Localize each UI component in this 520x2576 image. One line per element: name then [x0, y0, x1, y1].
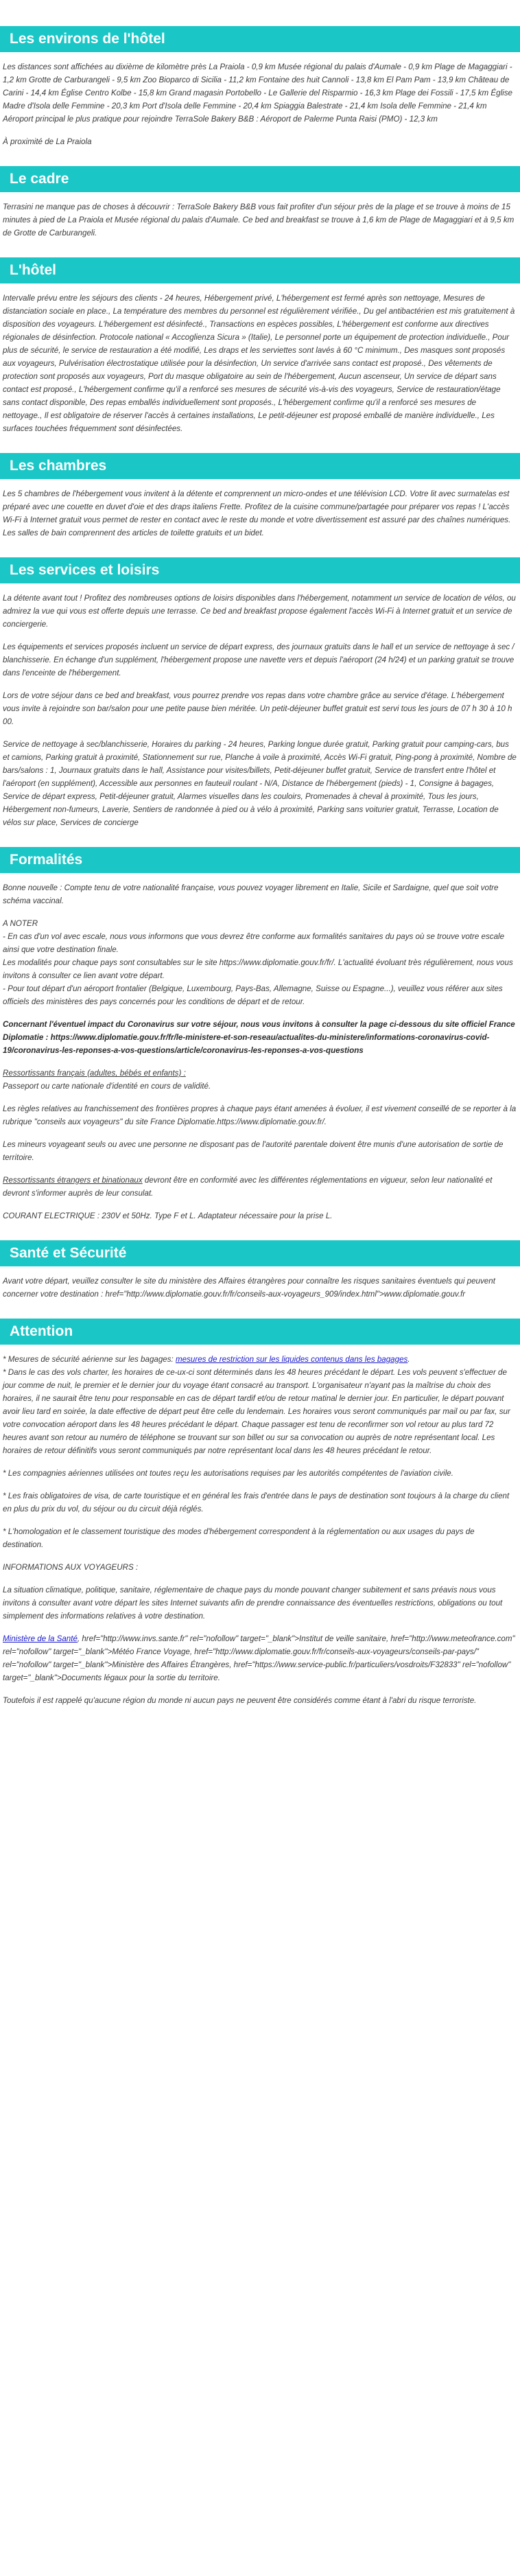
paragraph: À proximité de La Praiola: [3, 137, 92, 146]
section-formalites: [0, 847, 520, 1222]
paragraph: * Les frais obligatoires de visa, de carte touristique et en général les frais d'entrée dans le pays de destination sont toujours à la charge du client en plus du prix du vol, du séjour ou du circuit déjà réglés.: [3, 1492, 510, 1513]
paragraph: * Les compagnies aériennes utilisées ont toutes reçu les autorisations requises par les autorités compétentes de l'aviation civile.: [3, 1469, 453, 1478]
section-title: Attention: [0, 1319, 520, 1345]
section-content: [0, 487, 520, 539]
text: Passeport ou carte nationale d'identité en cours de validité.: [3, 1082, 211, 1091]
paragraph: Lors de votre séjour dans ce bed and breakfast, vous pourrez prendre vos repas dans votre chambre grâce au service d'étage. L'hébergement vous invite à rejoindre son bar/salon pour une petite pause bien méritée. Un petit-déjeuner buffet gratuit est servi tous les jours de 07 h 30 à 10 h 00.: [3, 691, 512, 726]
paragraph: INFORMATIONS AUX VOYAGEURS :: [3, 1563, 139, 1572]
paragraph-bold: Concernant l'éventuel impact du Coronavirus sur votre séjour, nous vous invitons à consulter la page ci-dessous du site officiel France Diplomatie : https://www.diplomatie.gouv.fr/fr/le-ministere-et-son-reseau/actualites-du-ministere/informations-coronavirus-covid-19/coronavirus-les-reponses-a-vos-questions/article/coronavirus-les-reponses-a-vos-questions: [3, 1020, 515, 1055]
section-content: [0, 60, 520, 148]
paragraph: Service de nettoyage à sec/blanchisserie, Horaires du parking - 24 heures, Parking longue durée gratuit, Parking gratuit pour camping-cars, bus et camions, Parking gratuit à proximité, Stationnement sur rue, Planche à voile à proximité, Accès Wi-Fi gratuit, Ping-pong à proximité, Nombre de bars/salons : 1, Journaux gratuits dans le hall, Assistance pour visites/billets, Petit-déjeuner buffet gratuit, Service de transfert entre l'hôtel et l'aéroport (en supplément), Accessible aux personnes en fauteuil roulant - N/A, Distance de l'hébergement (pieds) - 1, Consigne à bagages, Service de départ express, Petit-déjeuner gratuit, Alarmes visuelles dans les couloirs, Promenades à cheval à proximité, Tous les jours, Hébergement non-fumeurs, Laverie, Sentiers de randonnée à pied ou à vélo à proximité, Parking sans voiturier gratuit, Terrasse, Location de vélos sur place, Services de concierge: [3, 740, 517, 827]
text: , href="http://www.invs.sante.fr" rel="nofollow" target="_blank">Institut de veille sanitaire, href="http://www.meteofrance.com" rel="nofollow" target="_blank">Météo France Voyage, href="http://www.diplomatie.gouv.fr/fr/conseils-aux-voyageurs/conseils-par-pays/" rel="nofollow" target="_blank">Ministère des Affaires Étrangères, href="https://www.service-public.fr/particuliers/vosdroits/F32833" rel="nofollow" target="_blank">Documents légaux pour la sortie du territoire.: [3, 1634, 515, 1682]
paragraph: COURANT ELECTRIQUE : 230V et 50Hz. Type F et L. Adaptateur nécessaire pour la prise L.: [3, 1211, 333, 1220]
text: .: [407, 1355, 410, 1364]
section-title: Santé et Sécurité: [0, 1240, 520, 1266]
section-services: [0, 557, 520, 829]
section-cadre: [0, 166, 520, 240]
underlined-label: Ressortissants français (adultes, bébés et enfants) :: [3, 1069, 186, 1078]
section-title: Les services et loisirs: [0, 557, 520, 583]
section-hotel: [0, 257, 520, 435]
section-content: [0, 1353, 520, 1707]
paragraph: Les équipements et services proposés incluent un service de départ express, des journaux gratuits dans le hall et un service de nettoyage à sec / blanchisserie. En échange d'un supplément, l'hébergement propose une navette vers et depuis l'aéroport (24 h/24) et un parking gratuit se trouve dans l'enceinte de l'hébergement.: [3, 642, 515, 677]
paragraph: La situation climatique, politique, sanitaire, réglementaire de chaque pays du monde pouvant changer subitement et sans préavis nous vous invitons à consulter avant votre départ les sites Internet suivants afin de prendre connaissance des éventuelles restrictions, obligations ou tout simplement des informations relatives à votre destination.: [3, 1586, 503, 1621]
paragraph: [3, 1353, 517, 1457]
paragraph: Terrasini ne manque pas de choses à découvrir : TerraSole Bakery B&B vous fait profiter d'un séjour près de la plage et se trouve à moins de 15 minutes à pied de La Praiola et Musée régional du palais d'Aumale. Ce bed and breakfast se trouve à 1,6 km de Plage de Magaggiari et à 9,5 km de Grotte de Carburangeli.: [3, 202, 515, 237]
paragraph: Les 5 chambres de l'hébergement vous invitent à la détente et comprennent un micro-ondes et une télévision LCD. Votre lit avec surmatelas est préparé avec une couette en duvet d'oie et des draps italiens Frette. Profitez de la cuisine commune/partagée pour préparer vos repas ! L'accès Wi-Fi à Internet gratuit vous permet de rester en contact avec le reste du monde et votre divertissement est assuré par des chaînes numériques. Les salles de bain comprennent des articles de toilette gratuits et un bidet.: [3, 489, 511, 537]
paragraph: [3, 1632, 517, 1684]
nota-line: - Pour tout départ d'un aéroport frontalier (Belgique, Luxembourg, Pays-Bas, Allemagne, Suisse ou Espagne...), veuillez vous référer aux sites officiels des ministères des pays concernés pour les conditions de départ et de retour.: [3, 984, 503, 1006]
section-sante: [0, 1240, 520, 1301]
underlined-label: Ressortissants étrangers et binationaux: [3, 1176, 143, 1185]
paragraph: Les distances sont affichées au dixième de kilomètre près La Praiola - 0,9 km Musée régional du palais d'Aumale - 0,9 km Plage de Magaggiari - 1,2 km Grotte de Carburangeli - 9,5 km Zoo Bioparco di Sicilia - 11,2 km Fontaine des huit Cannoli - 13,8 km El Pam Pam - 13,9 km Château de Carini - 14,4 km Église Centro Kolbe - 15,8 km Grand magasin Portobello - Le Gallerie del Risparmio - 16,3 km Plage dei Fossili - 17,5 km Église Madre d'Isola delle Femmine - 20,3 km Port d'Isola delle Femmine - 20,4 km Spiaggia Balestrate - 21,4 km Isola delle Femmine - 21,4 km Aéroport principal le plus pratique pour rejoindre TerraSole Bakery B&B : Aéroport de Palerme Punta Raisi (PMO) - 12,3 km: [3, 62, 512, 124]
text: * Mesures de sécurité aérienne sur les bagages:: [3, 1355, 176, 1364]
section-title: L'hôtel: [0, 257, 520, 283]
section-content: [0, 292, 520, 435]
paragraph: [3, 1174, 517, 1200]
section-title: Formalités: [0, 847, 520, 873]
nota-line: - En cas d'un vol avec escale, nous vous informons que vous devrez être conforme aux formalités sanitaires du pays où se trouve votre escale ainsi que votre destination finale.: [3, 932, 505, 954]
nota-label: A NOTER: [3, 919, 38, 928]
ministere-sante-link[interactable]: Ministère de la Santé: [3, 1634, 78, 1643]
liquids-restriction-link[interactable]: mesures de restriction sur les liquides contenus dans les bagages: [175, 1355, 408, 1364]
section-content: [0, 1275, 520, 1301]
section-content: [0, 592, 520, 829]
section-title: Le cadre: [0, 166, 520, 192]
section-title: Les environs de l'hôtel: [0, 26, 520, 52]
paragraph: * L'homologation et le classement touristique des modes d'hébergement correspondent à la réglementation ou aux usages du pays de destination.: [3, 1527, 475, 1549]
section-content: [0, 200, 520, 240]
paragraph: Avant votre départ, veuillez consulter le site du ministère des Affaires étrangères pour connaître les risques sanitaires éventuels qui peuvent concerner votre destination : href="http://www.diplomatie.gouv.fr/fr/conseils-aux-voyageurs_909/index.html">www.diplomatie.gouv.fr: [3, 1277, 495, 1299]
section-attention: [0, 1319, 520, 1707]
text: devront être en conformité avec les différentes réglementations en vigueur, selon leur nationalité et devront s'informer auprès de leur consulat.: [3, 1176, 493, 1198]
nota-line: Les modalités pour chaque pays sont consultables sur le site https://www.diplomatie.gouv.fr/fr/. L'actualité évoluant très régulièrement, nous vous invitons à consulter ce lien avant votre départ.: [3, 958, 513, 980]
section-content: [0, 881, 520, 1222]
paragraph: La détente avant tout ! Profitez des nombreuses options de loisirs disponibles dans l'hébergement, notamment un service de location de vélos, ou admirez la vue qui vous est offerte depuis une terrasse. Ce bed and breakfast propose également l'accès Wi-Fi à Internet gratuit et un service de conciergerie.: [3, 594, 516, 629]
paragraph: Toutefois il est rappelé qu'aucune région du monde ni aucun pays ne peuvent être considérés comme étant à l'abri du risque terroriste.: [3, 1696, 477, 1705]
paragraph: [3, 917, 517, 1008]
paragraph: Bonne nouvelle : Compte tenu de votre nationalité française, vous pouvez voyager librement en Italie, Sicile et Sardaigne, quel que soit votre schéma vaccinal.: [3, 883, 499, 905]
paragraph: Les règles relatives au franchissement des frontières propres à chaque pays étant amenées à évoluer, il est vivement conseillé de se reporter à la rubrique "conseils aux voyageurs" du site France Diplomatie.https://www.diplomatie.gouv.fr/.: [3, 1104, 517, 1126]
section-title: Les chambres: [0, 453, 520, 479]
paragraph: [3, 1067, 517, 1093]
paragraph: Intervalle prévu entre les séjours des clients - 24 heures, Hébergement privé, L'hébergement est fermé après son nettoyage, Mesures de distanciation sociale en place., La température des membres du personnel est régulièrement vérifiée., Du gel antibactérien est mis gratuitement à disposition des voyageurs. L'hébergement est désinfecté., Transactions en espèces possibles, L'hébergement est conforme aux directives régionales de désinfection. Protocole national « Accoglienza Sicura » (Italie), Le personnel porte un équipement de protection individuelle., Pour plus de sécurité, le service de restauration a été modifié, Les draps et les serviettes sont lavés à 60 °C minimum., Des masques sont proposés aux voyageurs, Pulvérisation électrostatique utilisée pour la désinfection, Un service d'arrivée sans contact est proposé., Des vêtements de protection sont proposés aux voyageurs, Port du masque obligatoire au sein de l'hébergement, Aucun ascenseur, Un service de départ sans contact est proposé., L'hébergement confirme qu'il a renforcé ses mesures de sécurité vis-à-vis des voyageurs, Service de restauration/étage sans contact disponible, Des repas emballés individuellement sont proposés., L'hébergement confirme qu'il a renforcé ses mesures de nettoyage., Il est obligatoire de réserver l'accès à certaines installations, Le petit-déjeuner est proposé emballé de manière individuelle., Les surfaces touchées fréquemment sont désinfectées.: [3, 294, 515, 433]
section-chambres: [0, 453, 520, 539]
paragraph: Les mineurs voyageant seuls ou avec une personne ne disposant pas de l'autorité parentale doivent être munis d'une autorisation de sortie de territoire.: [3, 1140, 504, 1162]
text: * Dans le cas des vols charter, les horaires de ce-ux-ci sont déterminés dans les 48 heures précédant le départ. Les vols peuvent s'effectuer de jour comme de nuit, le premier et le dernier jour du voyage étant consacré au transport. L'organisateur n'ayant pas la maîtrise du choix des horaires, il ne saurait être tenu pour responsable en cas de départ tardif et/ou de retour matinal le dernier jour. En particulier, le départ pouvant avoir lieu tard en soirée, la date effective de départ peut être celle du lendemain. Les horaires vous seront communiqués par mail ou par fax, sur votre convocation aéroport dans les 48 heures précédant le départ. Chaque passager est tenu de reconfirmer son vol retour au plus tard 72 heures avant son retour au numéro de téléphone se trouvant sur son billet ou sur sa convocation ou auprès de notre représentant local. Les horaires de retour définitifs vous seront communiqués par notre représentant local dans les 48 heures précédant le retour.: [3, 1368, 510, 1455]
section-environs: [0, 26, 520, 148]
